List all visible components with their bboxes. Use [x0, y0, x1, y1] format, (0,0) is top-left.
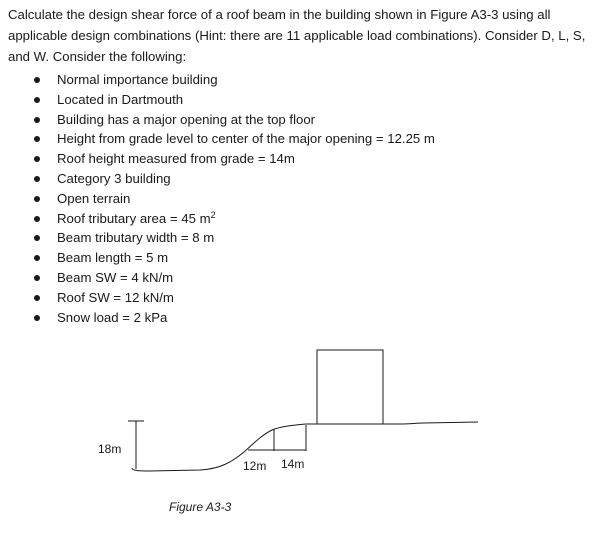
- list-item-text: Beam length = 5 m: [57, 250, 169, 266]
- problem-statement: Calculate the design shear force of a roof beam in the building shown in Figure A3-3 using all applicable design combinations (Hint: there are 11 applicable load combinations). Consider D, L, S, and W. Consider the following:: [8, 7, 586, 64]
- list-item-text: Roof tributary area = 45 m: [57, 210, 211, 226]
- label-14m: 14m: [281, 457, 305, 471]
- list-item-text: Building has a major opening at the top floor: [57, 111, 316, 127]
- area-exponent: 2: [210, 209, 216, 220]
- list-item-text: Snow load = 2 kPa: [57, 309, 168, 325]
- figure-caption: Figure A3-3: [169, 500, 232, 514]
- list-item-text: Open terrain: [57, 190, 131, 206]
- list-item-text: Normal importance building: [57, 72, 218, 87]
- list-item-text: Roof SW = 12 kN/m: [57, 289, 174, 305]
- list-item-text: Height from grade level to center of the major opening = 12.25 m: [57, 131, 435, 147]
- list-item-text: Beam tributary width = 8 m: [57, 230, 215, 246]
- list-item-text: Beam SW = 4 kN/m: [57, 269, 174, 285]
- list-item-text: Category 3 building: [57, 170, 171, 186]
- label-18m: 18m: [98, 442, 122, 456]
- ground-profile-right: [383, 422, 478, 424]
- building-outline: [317, 350, 383, 424]
- list-item-text: Located in Dartmouth: [57, 91, 184, 107]
- label-12m: 12m: [243, 459, 267, 473]
- list-item-text: Roof height measured from grade = 14m: [57, 151, 295, 167]
